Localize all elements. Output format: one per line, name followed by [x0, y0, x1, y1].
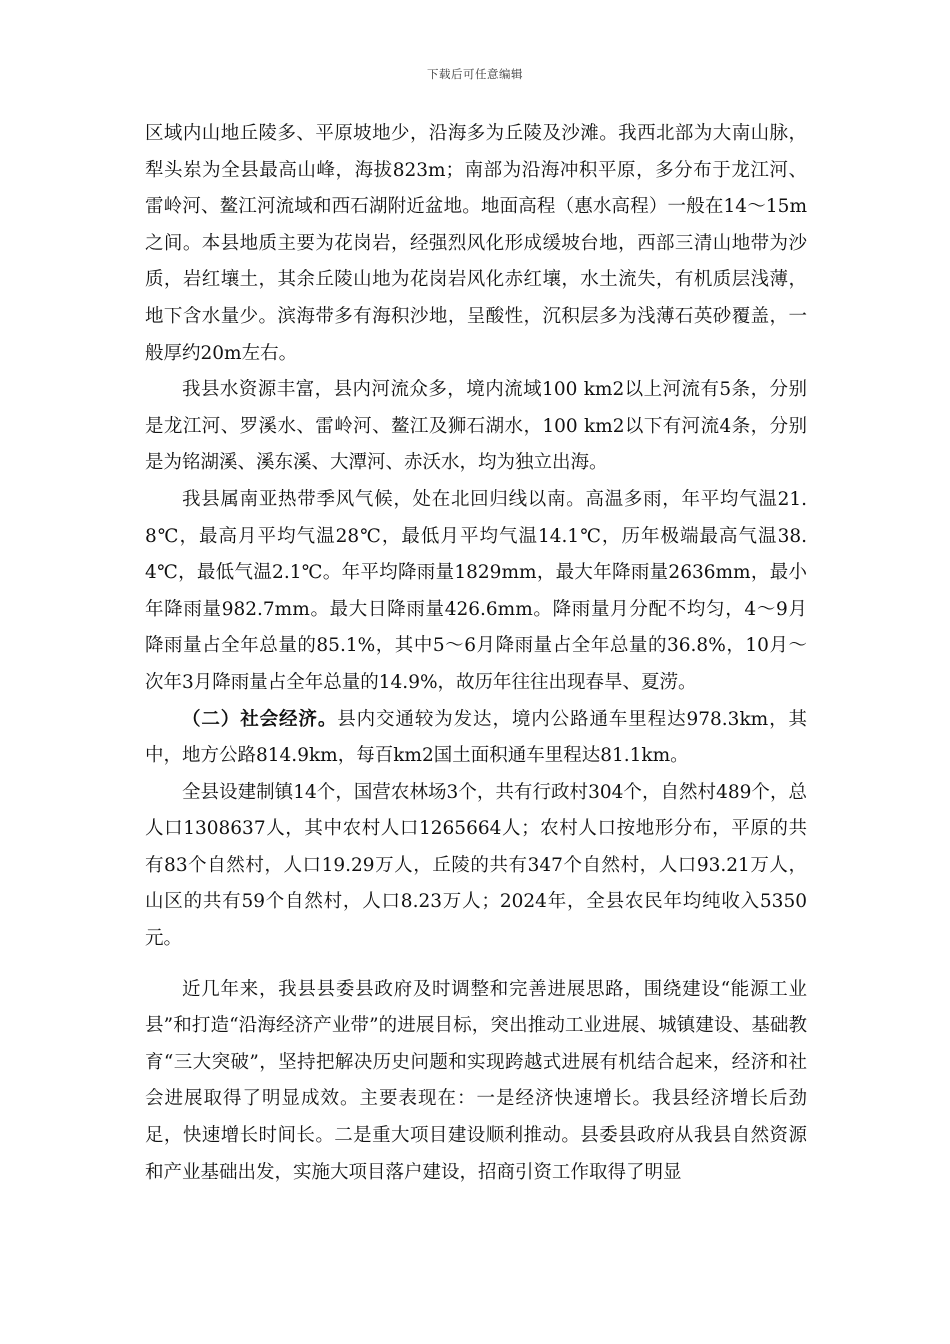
- paragraph-text: 县内交通较为发达，境内公路通车里程达978.3km，其中，地方公路814.9km，每百km2国土面积通车里程达81.1km。: [145, 708, 807, 767]
- paragraph-population: [145, 775, 807, 958]
- paragraph-text: 我县属南亚热带季风气候，处在北回归线以南。高温多雨，年平均气温21.8℃，最高月平均气温28℃，最低月平均气温14.1℃，历年极端最高气温38.4℃，最低气温2.1℃。年平均降雨量1829mm，最大年降雨量2636mm，最小年降雨量982.7mm。最大日降雨量426.6mm。降雨量月分配不均匀，4～9月降雨量占全年总量的85.1%，其中5～6月降雨量占全年总量的36.8%，10月～次年3月降雨量占全年总量的14.9%，故历年往往出现春旱、夏涝。: [145, 488, 807, 693]
- paragraph-water-resources: [145, 372, 807, 482]
- paragraph-development: [145, 972, 807, 1192]
- page-header: 下载后可任意编辑: [427, 67, 523, 81]
- paragraph-climate: [145, 482, 807, 702]
- paragraph-text: 区域内山地丘陵多、平原坡地少，沿海多为丘陵及沙滩。我西北部为大南山脉，犁头岽为全县最高山峰，海拔823m；南部为沿海冲积平原，多分布于龙江河、雷岭河、鳌江河流域和西石湖附近盆地。地面高程（惠水高程）一般在14～15m之间。本县地质主要为花岗岩，经强烈风化形成缓坡台地，西部三清山地带为沙质，岩红壤土，其余丘陵山地为花岗岩风化赤红壤，水土流失，有机质层浅薄，地下含水量少。滨海带多有海积沙地，呈酸性，沉积层多为浅薄石英砂覆盖，一般厚约20m左右。: [145, 123, 807, 364]
- paragraph-text: 近几年来，我县县委县政府及时调整和完善进展思路，围绕建设“能源工业县”和打造“沿海经济产业带”的进展目标，突出推动工业进展、城镇建设、基础教育“三大突破”，坚持把解决历史问题和实现跨越式进展有机结合起来，经济和社会进展取得了明显成效。主要表现在：一是经济快速增长。我县经济增长后劲足，快速增长时间长。二是重大项目建设顺利推动。县委县政府从我县自然资源和产业基础出发，实施大项目落户建设，招商引资工作取得了明显: [145, 978, 807, 1183]
- paragraph-terrain: [145, 116, 807, 372]
- paragraph-text: 全县设建制镇14个，国营农林场3个，共有行政村304个，自然村489个，总人口1308637人，其中农村人口1265664人；农村人口按地形分布，平原的共有83个自然村，人口19.29万人，丘陵的共有347个自然村，人口93.21万人，山区的共有59个自然村，人口8.23万人；2024年，全县农民年均纯收入5350元。: [145, 781, 807, 950]
- paragraph-text: 我县水资源丰富，县内河流众多，境内流域100 km2以上河流有5条，分别是龙江河、罗溪水、雷岭河、鳌江及狮石湖水，100 km2以下有河流4条，分别是为铭湖溪、溪东溪、大潭河、赤沃水，均为独立出海。: [145, 379, 807, 474]
- section-heading: （二）社会经济。: [182, 708, 338, 730]
- document-body: [145, 116, 807, 1191]
- paragraph-social-economy: [145, 702, 807, 775]
